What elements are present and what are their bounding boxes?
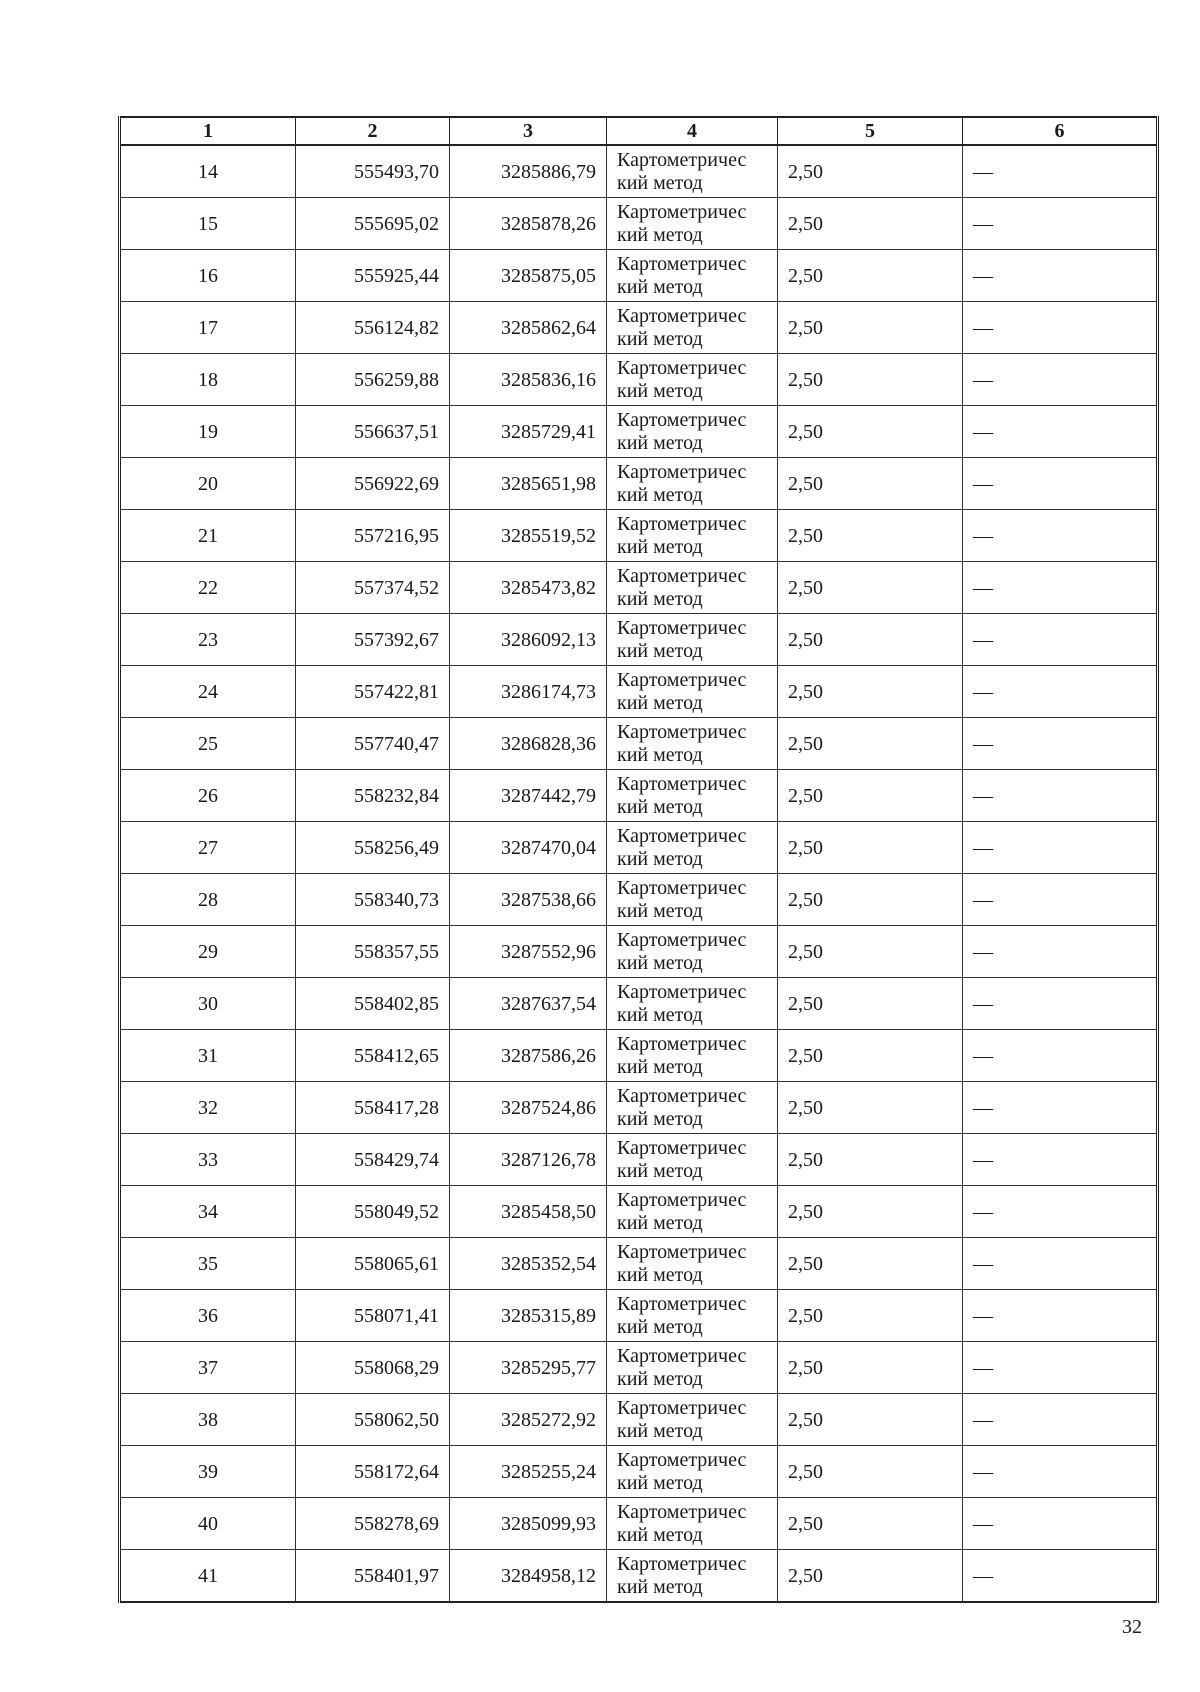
dash-mark: — bbox=[973, 784, 993, 807]
description-cell bbox=[963, 1186, 1158, 1238]
point-number-cell: 23 bbox=[120, 614, 296, 666]
y-coordinate-cell: 3286828,36 bbox=[450, 718, 607, 770]
accuracy-cell: 2,50 bbox=[778, 198, 963, 250]
x-coordinate-cell: 558412,65 bbox=[296, 1030, 450, 1082]
method-cell bbox=[607, 718, 778, 770]
method-text-line: кий метод bbox=[617, 795, 703, 818]
table-row bbox=[120, 250, 1158, 302]
dash-mark: — bbox=[973, 836, 993, 859]
dash-mark: — bbox=[973, 1512, 993, 1535]
method-text-line: Картометричес bbox=[617, 1500, 747, 1523]
table-row bbox=[120, 718, 1158, 770]
method-cell bbox=[607, 926, 778, 978]
method-text-line: Картометричес bbox=[617, 1032, 747, 1055]
point-number-cell: 22 bbox=[120, 562, 296, 614]
y-coordinate-cell: 3285651,98 bbox=[450, 458, 607, 510]
y-coordinate-cell: 3285272,92 bbox=[450, 1394, 607, 1446]
method-text-line: Картометричес bbox=[617, 1188, 747, 1211]
point-number-cell: 18 bbox=[120, 354, 296, 406]
method-cell bbox=[607, 874, 778, 926]
method-text-line: кий метод bbox=[617, 1055, 703, 1078]
accuracy-cell: 2,50 bbox=[778, 770, 963, 822]
method-text-line: кий метод bbox=[617, 951, 703, 974]
header-col-1: 1 bbox=[120, 117, 296, 145]
method-text-line: кий метод bbox=[617, 535, 703, 558]
method-cell bbox=[607, 145, 778, 198]
method-text-line: Картометричес bbox=[617, 1448, 747, 1471]
accuracy-cell: 2,50 bbox=[778, 926, 963, 978]
coordinates-table bbox=[118, 116, 1159, 1603]
accuracy-cell: 2,50 bbox=[778, 1446, 963, 1498]
method-text-line: кий метод bbox=[617, 899, 703, 922]
x-coordinate-cell: 556124,82 bbox=[296, 302, 450, 354]
method-cell bbox=[607, 302, 778, 354]
dash-mark: — bbox=[973, 420, 993, 443]
accuracy-cell: 2,50 bbox=[778, 510, 963, 562]
y-coordinate-cell: 3285458,50 bbox=[450, 1186, 607, 1238]
x-coordinate-cell: 558049,52 bbox=[296, 1186, 450, 1238]
method-text-line: Картометричес bbox=[617, 148, 747, 171]
header-col-6: 6 bbox=[963, 117, 1158, 145]
accuracy-cell: 2,50 bbox=[778, 1550, 963, 1603]
description-cell bbox=[963, 770, 1158, 822]
x-coordinate-cell: 557374,52 bbox=[296, 562, 450, 614]
description-cell bbox=[963, 510, 1158, 562]
table-row bbox=[120, 302, 1158, 354]
y-coordinate-cell: 3285729,41 bbox=[450, 406, 607, 458]
table-row bbox=[120, 1446, 1158, 1498]
y-coordinate-cell: 3285352,54 bbox=[450, 1238, 607, 1290]
method-cell bbox=[607, 458, 778, 510]
point-number-cell: 29 bbox=[120, 926, 296, 978]
y-coordinate-cell: 3287538,66 bbox=[450, 874, 607, 926]
accuracy-cell: 2,50 bbox=[778, 1030, 963, 1082]
method-text-line: кий метод bbox=[617, 275, 703, 298]
dash-mark: — bbox=[973, 1408, 993, 1431]
table-row bbox=[120, 926, 1158, 978]
point-number-cell: 31 bbox=[120, 1030, 296, 1082]
description-cell bbox=[963, 1498, 1158, 1550]
dash-mark: — bbox=[973, 1200, 993, 1223]
table-row bbox=[120, 822, 1158, 874]
description-cell bbox=[963, 1550, 1158, 1603]
x-coordinate-cell: 558065,61 bbox=[296, 1238, 450, 1290]
table-row bbox=[120, 666, 1158, 718]
method-text-line: Картометричес bbox=[617, 512, 747, 535]
method-text-line: Картометричес bbox=[617, 356, 747, 379]
method-text-line: Картометричес bbox=[617, 1552, 747, 1575]
method-text-line: Картометричес bbox=[617, 876, 747, 899]
page-number: 32 bbox=[1122, 1616, 1142, 1638]
header-col-3: 3 bbox=[450, 117, 607, 145]
description-cell bbox=[963, 978, 1158, 1030]
table-row bbox=[120, 978, 1158, 1030]
method-text-line: кий метод bbox=[617, 639, 703, 662]
description-cell bbox=[963, 198, 1158, 250]
header-col-4: 4 bbox=[607, 117, 778, 145]
method-text-line: Картометричес bbox=[617, 252, 747, 275]
method-text-line: Картометричес bbox=[617, 1240, 747, 1263]
accuracy-cell: 2,50 bbox=[778, 1290, 963, 1342]
method-cell bbox=[607, 1550, 778, 1603]
method-text-line: кий метод bbox=[617, 223, 703, 246]
accuracy-cell: 2,50 bbox=[778, 1498, 963, 1550]
accuracy-cell: 2,50 bbox=[778, 406, 963, 458]
description-cell bbox=[963, 1238, 1158, 1290]
dash-mark: — bbox=[973, 1304, 993, 1327]
method-text-line: Картометричес bbox=[617, 772, 747, 795]
x-coordinate-cell: 558071,41 bbox=[296, 1290, 450, 1342]
y-coordinate-cell: 3285519,52 bbox=[450, 510, 607, 562]
method-cell bbox=[607, 1498, 778, 1550]
method-text-line: кий метод bbox=[617, 1211, 703, 1234]
y-coordinate-cell: 3285886,79 bbox=[450, 145, 607, 198]
point-number-cell: 37 bbox=[120, 1342, 296, 1394]
table-row bbox=[120, 406, 1158, 458]
point-number-cell: 27 bbox=[120, 822, 296, 874]
table-row bbox=[120, 1134, 1158, 1186]
dash-mark: — bbox=[973, 1148, 993, 1171]
x-coordinate-cell: 558062,50 bbox=[296, 1394, 450, 1446]
method-text-line: кий метод bbox=[617, 171, 703, 194]
table-row bbox=[120, 1290, 1158, 1342]
method-text-line: кий метод bbox=[617, 1315, 703, 1338]
description-cell bbox=[963, 666, 1158, 718]
dash-mark: — bbox=[973, 368, 993, 391]
dash-mark: — bbox=[973, 940, 993, 963]
dash-mark: — bbox=[973, 1564, 993, 1587]
point-number-cell: 28 bbox=[120, 874, 296, 926]
table-row bbox=[120, 562, 1158, 614]
dash-mark: — bbox=[973, 524, 993, 547]
y-coordinate-cell: 3285836,16 bbox=[450, 354, 607, 406]
x-coordinate-cell: 558256,49 bbox=[296, 822, 450, 874]
point-number-cell: 14 bbox=[120, 145, 296, 198]
dash-mark: — bbox=[973, 160, 993, 183]
y-coordinate-cell: 3284958,12 bbox=[450, 1550, 607, 1603]
method-text-line: кий метод bbox=[617, 1575, 703, 1598]
dash-mark: — bbox=[973, 1356, 993, 1379]
method-text-line: кий метод bbox=[617, 379, 703, 402]
dash-mark: — bbox=[973, 472, 993, 495]
dash-mark: — bbox=[973, 1460, 993, 1483]
method-text-line: Картометричес bbox=[617, 824, 747, 847]
description-cell bbox=[963, 1394, 1158, 1446]
description-cell bbox=[963, 1082, 1158, 1134]
x-coordinate-cell: 555925,44 bbox=[296, 250, 450, 302]
dash-mark: — bbox=[973, 212, 993, 235]
point-number-cell: 36 bbox=[120, 1290, 296, 1342]
description-cell bbox=[963, 874, 1158, 926]
method-text-line: Картометричес bbox=[617, 1292, 747, 1315]
x-coordinate-cell: 558401,97 bbox=[296, 1550, 450, 1603]
description-cell bbox=[963, 1342, 1158, 1394]
table-row bbox=[120, 510, 1158, 562]
y-coordinate-cell: 3286092,13 bbox=[450, 614, 607, 666]
point-number-cell: 34 bbox=[120, 1186, 296, 1238]
table-row bbox=[120, 770, 1158, 822]
method-text-line: Картометричес bbox=[617, 564, 747, 587]
table-header bbox=[120, 117, 1158, 145]
y-coordinate-cell: 3285255,24 bbox=[450, 1446, 607, 1498]
accuracy-cell: 2,50 bbox=[778, 1238, 963, 1290]
method-cell bbox=[607, 1394, 778, 1446]
y-coordinate-cell: 3287552,96 bbox=[450, 926, 607, 978]
x-coordinate-cell: 558232,84 bbox=[296, 770, 450, 822]
table-row bbox=[120, 1238, 1158, 1290]
method-text-line: кий метод bbox=[617, 1419, 703, 1442]
table-row bbox=[120, 1082, 1158, 1134]
y-coordinate-cell: 3285878,26 bbox=[450, 198, 607, 250]
description-cell bbox=[963, 718, 1158, 770]
table-row bbox=[120, 1394, 1158, 1446]
description-cell bbox=[963, 1134, 1158, 1186]
method-text-line: кий метод bbox=[617, 327, 703, 350]
accuracy-cell: 2,50 bbox=[778, 250, 963, 302]
y-coordinate-cell: 3285315,89 bbox=[450, 1290, 607, 1342]
method-cell bbox=[607, 1186, 778, 1238]
x-coordinate-cell: 558357,55 bbox=[296, 926, 450, 978]
accuracy-cell: 2,50 bbox=[778, 1082, 963, 1134]
method-text-line: кий метод bbox=[617, 1107, 703, 1130]
point-number-cell: 16 bbox=[120, 250, 296, 302]
dash-mark: — bbox=[973, 1252, 993, 1275]
header-col-5: 5 bbox=[778, 117, 963, 145]
x-coordinate-cell: 558402,85 bbox=[296, 978, 450, 1030]
method-text-line: кий метод bbox=[617, 587, 703, 610]
accuracy-cell: 2,50 bbox=[778, 978, 963, 1030]
accuracy-cell: 2,50 bbox=[778, 1134, 963, 1186]
y-coordinate-cell: 3285875,05 bbox=[450, 250, 607, 302]
table-row bbox=[120, 874, 1158, 926]
y-coordinate-cell: 3285295,77 bbox=[450, 1342, 607, 1394]
y-coordinate-cell: 3287586,26 bbox=[450, 1030, 607, 1082]
method-cell bbox=[607, 406, 778, 458]
description-cell bbox=[963, 145, 1158, 198]
method-text-line: Картометричес bbox=[617, 460, 747, 483]
dash-mark: — bbox=[973, 628, 993, 651]
table-row bbox=[120, 614, 1158, 666]
method-cell bbox=[607, 614, 778, 666]
method-text-line: Картометричес bbox=[617, 200, 747, 223]
method-cell bbox=[607, 562, 778, 614]
dash-mark: — bbox=[973, 680, 993, 703]
point-number-cell: 33 bbox=[120, 1134, 296, 1186]
x-coordinate-cell: 556259,88 bbox=[296, 354, 450, 406]
x-coordinate-cell: 557216,95 bbox=[296, 510, 450, 562]
x-coordinate-cell: 557422,81 bbox=[296, 666, 450, 718]
method-cell bbox=[607, 978, 778, 1030]
method-cell bbox=[607, 198, 778, 250]
method-text-line: кий метод bbox=[617, 1523, 703, 1546]
description-cell bbox=[963, 614, 1158, 666]
method-cell bbox=[607, 1134, 778, 1186]
method-text-line: Картометричес bbox=[617, 928, 747, 951]
point-number-cell: 19 bbox=[120, 406, 296, 458]
accuracy-cell: 2,50 bbox=[778, 562, 963, 614]
table-row bbox=[120, 1342, 1158, 1394]
method-cell bbox=[607, 822, 778, 874]
point-number-cell: 25 bbox=[120, 718, 296, 770]
description-cell bbox=[963, 1446, 1158, 1498]
dash-mark: — bbox=[973, 1044, 993, 1067]
description-cell bbox=[963, 822, 1158, 874]
method-text-line: кий метод bbox=[617, 1263, 703, 1286]
accuracy-cell: 2,50 bbox=[778, 458, 963, 510]
point-number-cell: 20 bbox=[120, 458, 296, 510]
point-number-cell: 39 bbox=[120, 1446, 296, 1498]
point-number-cell: 15 bbox=[120, 198, 296, 250]
accuracy-cell: 2,50 bbox=[778, 666, 963, 718]
table-row bbox=[120, 1550, 1158, 1603]
method-text-line: Картометричес bbox=[617, 1084, 747, 1107]
y-coordinate-cell: 3285862,64 bbox=[450, 302, 607, 354]
method-text-line: кий метод bbox=[617, 691, 703, 714]
method-text-line: Картометричес bbox=[617, 1344, 747, 1367]
x-coordinate-cell: 558278,69 bbox=[296, 1498, 450, 1550]
description-cell bbox=[963, 406, 1158, 458]
method-text-line: кий метод bbox=[617, 1159, 703, 1182]
x-coordinate-cell: 557392,67 bbox=[296, 614, 450, 666]
accuracy-cell: 2,50 bbox=[778, 718, 963, 770]
table-row bbox=[120, 1030, 1158, 1082]
method-text-line: кий метод bbox=[617, 743, 703, 766]
header-col-2: 2 bbox=[296, 117, 450, 145]
y-coordinate-cell: 3287126,78 bbox=[450, 1134, 607, 1186]
dash-mark: — bbox=[973, 888, 993, 911]
description-cell bbox=[963, 302, 1158, 354]
description-cell bbox=[963, 1290, 1158, 1342]
y-coordinate-cell: 3287637,54 bbox=[450, 978, 607, 1030]
x-coordinate-cell: 556637,51 bbox=[296, 406, 450, 458]
y-coordinate-cell: 3285473,82 bbox=[450, 562, 607, 614]
description-cell bbox=[963, 354, 1158, 406]
method-cell bbox=[607, 1290, 778, 1342]
point-number-cell: 35 bbox=[120, 1238, 296, 1290]
x-coordinate-cell: 558417,28 bbox=[296, 1082, 450, 1134]
x-coordinate-cell: 558429,74 bbox=[296, 1134, 450, 1186]
y-coordinate-cell: 3286174,73 bbox=[450, 666, 607, 718]
method-text-line: кий метод bbox=[617, 483, 703, 506]
y-coordinate-cell: 3287470,04 bbox=[450, 822, 607, 874]
method-text-line: кий метод bbox=[617, 847, 703, 870]
point-number-cell: 40 bbox=[120, 1498, 296, 1550]
x-coordinate-cell: 558340,73 bbox=[296, 874, 450, 926]
method-cell bbox=[607, 1082, 778, 1134]
accuracy-cell: 2,50 bbox=[778, 614, 963, 666]
method-text-line: Картометричес bbox=[617, 616, 747, 639]
accuracy-cell: 2,50 bbox=[778, 1342, 963, 1394]
description-cell bbox=[963, 1030, 1158, 1082]
x-coordinate-cell: 558172,64 bbox=[296, 1446, 450, 1498]
method-text-line: Картометричес bbox=[617, 720, 747, 743]
method-cell bbox=[607, 1446, 778, 1498]
method-text-line: Картометричес bbox=[617, 668, 747, 691]
point-number-cell: 41 bbox=[120, 1550, 296, 1603]
method-text-line: кий метод bbox=[617, 431, 703, 454]
table-row bbox=[120, 198, 1158, 250]
accuracy-cell: 2,50 bbox=[778, 874, 963, 926]
dash-mark: — bbox=[973, 316, 993, 339]
accuracy-cell: 2,50 bbox=[778, 822, 963, 874]
accuracy-cell: 2,50 bbox=[778, 145, 963, 198]
dash-mark: — bbox=[973, 992, 993, 1015]
dash-mark: — bbox=[973, 1096, 993, 1119]
x-coordinate-cell: 555493,70 bbox=[296, 145, 450, 198]
method-text-line: кий метод bbox=[617, 1003, 703, 1026]
method-cell bbox=[607, 1342, 778, 1394]
y-coordinate-cell: 3285099,93 bbox=[450, 1498, 607, 1550]
method-cell bbox=[607, 770, 778, 822]
x-coordinate-cell: 556922,69 bbox=[296, 458, 450, 510]
method-text-line: кий метод bbox=[617, 1367, 703, 1390]
x-coordinate-cell: 557740,47 bbox=[296, 718, 450, 770]
table-row bbox=[120, 354, 1158, 406]
table-row bbox=[120, 458, 1158, 510]
method-cell bbox=[607, 1030, 778, 1082]
point-number-cell: 17 bbox=[120, 302, 296, 354]
point-number-cell: 24 bbox=[120, 666, 296, 718]
method-cell bbox=[607, 354, 778, 406]
method-cell bbox=[607, 510, 778, 562]
dash-mark: — bbox=[973, 732, 993, 755]
description-cell bbox=[963, 562, 1158, 614]
y-coordinate-cell: 3287442,79 bbox=[450, 770, 607, 822]
table-body bbox=[120, 145, 1158, 1602]
table-row bbox=[120, 1498, 1158, 1550]
table-row bbox=[120, 1186, 1158, 1238]
dash-mark: — bbox=[973, 264, 993, 287]
description-cell bbox=[963, 926, 1158, 978]
method-cell bbox=[607, 1238, 778, 1290]
method-cell bbox=[607, 250, 778, 302]
method-text-line: Картометричес bbox=[617, 1136, 747, 1159]
method-cell bbox=[607, 666, 778, 718]
accuracy-cell: 2,50 bbox=[778, 354, 963, 406]
x-coordinate-cell: 555695,02 bbox=[296, 198, 450, 250]
point-number-cell: 26 bbox=[120, 770, 296, 822]
description-cell bbox=[963, 458, 1158, 510]
description-cell bbox=[963, 250, 1158, 302]
method-text-line: Картометричес bbox=[617, 980, 747, 1003]
method-text-line: Картометричес bbox=[617, 304, 747, 327]
method-text-line: Картометричес bbox=[617, 1396, 747, 1419]
accuracy-cell: 2,50 bbox=[778, 302, 963, 354]
method-text-line: кий метод bbox=[617, 1471, 703, 1494]
accuracy-cell: 2,50 bbox=[778, 1186, 963, 1238]
table-row bbox=[120, 145, 1158, 198]
point-number-cell: 30 bbox=[120, 978, 296, 1030]
point-number-cell: 21 bbox=[120, 510, 296, 562]
x-coordinate-cell: 558068,29 bbox=[296, 1342, 450, 1394]
method-text-line: Картометричес bbox=[617, 408, 747, 431]
point-number-cell: 32 bbox=[120, 1082, 296, 1134]
y-coordinate-cell: 3287524,86 bbox=[450, 1082, 607, 1134]
accuracy-cell: 2,50 bbox=[778, 1394, 963, 1446]
dash-mark: — bbox=[973, 576, 993, 599]
point-number-cell: 38 bbox=[120, 1394, 296, 1446]
header-row bbox=[120, 117, 1158, 145]
